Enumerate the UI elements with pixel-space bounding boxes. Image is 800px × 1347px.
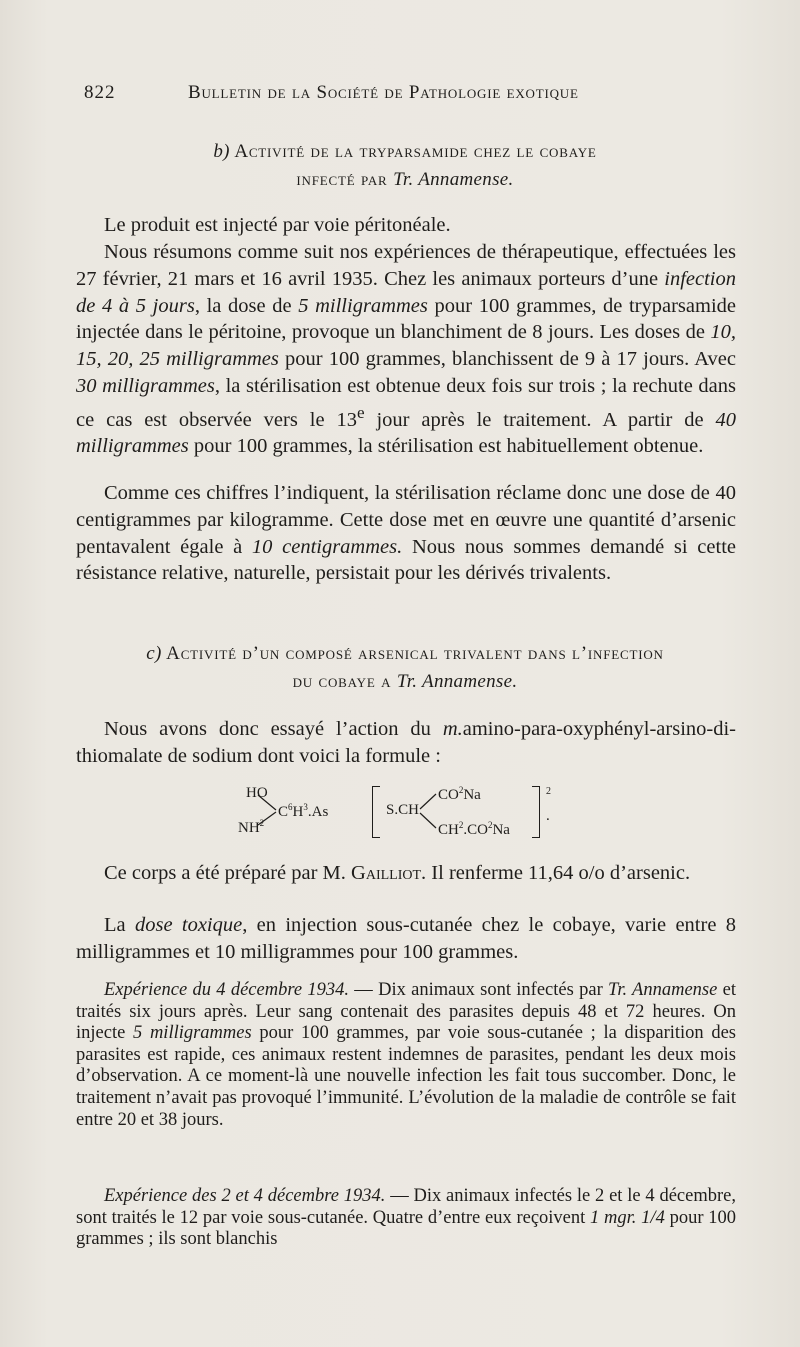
experiment-2-title: Expérience des 2 et 4 décembre 1934. xyxy=(104,1186,386,1206)
section-b-line1: b) Activité de la tryparsamide chez le cobaye xyxy=(213,141,597,162)
species-name: Tr. Annamense. xyxy=(393,169,514,190)
paragraph-c3: La dose toxique, en injection sous-cutanée chez le cobaye, varie entre 8 milligrammes et 10 milligrammes pour 100 grammes. xyxy=(76,914,737,963)
section-b-label: b) xyxy=(213,141,230,162)
paragraph-b1: Le produit est injecté par voie péritonéale. xyxy=(104,214,451,236)
section-c-heading xyxy=(80,640,730,696)
experiment-1: Expérience du 4 décembre 1934. — Dix animaux sont infectés par Tr. Annamense et traités six jours après. Leur sang contenait des parasites depuis 48 et 72 heures. On injecte 5 milligrammes pour 100 grammes, par voie sous-cutanée ; la disparition des parasites est rapide, ces animaux restent indemnes de parasites, pendant les deux mois d’observation. A ce moment-là une nouvelle infection les fait tous succomber. Donc, le traitement n’avait pas provoqué l’immunité. L’évolution de la maladie de contrôle se fait entre 20 et 38 jours. xyxy=(76,980,737,1130)
section-c-line1: c) Activité d’un composé arsenical trivalent dans l’infection xyxy=(146,643,664,664)
paragraph-c2: Ce corps a été préparé par M. Gailliot. Il renferme 11,64 o/o d’arsenic. xyxy=(104,862,691,884)
formula-ring: $C^6H^3.As$ xyxy=(278,802,329,820)
formula-nh2: $NH^2$ xyxy=(238,818,265,836)
formula-co2na: $CO^2Na$ xyxy=(438,785,481,803)
author-name: Gailliot xyxy=(351,862,422,884)
formula-sch: S.CH xyxy=(386,802,419,818)
paragraph-c1: Nous avons donc essayé l’action du m.amino-para-oxyphényl-arsino-di-thiomalate de sodium dont voici la formule : xyxy=(76,718,736,767)
bracket-exponent: 2 xyxy=(546,786,551,797)
experiment-2: Expérience des 2 et 4 décembre 1934. — Dix animaux infectés le 2 et le 4 décembre, sont traités le 12 par voie sous-cutanée. Quatre d’entre eux reçoivent 1 mgr. 1/4 pour 100 grammes ; ils sont blanchis xyxy=(76,1186,736,1250)
experiment-1-title: Expérience du 4 décembre 1934. xyxy=(104,980,349,1000)
formula-ch2-co2na: $CH^2.CO^2Na$ xyxy=(438,820,510,838)
species-name: Tr. Annamense. xyxy=(396,671,518,692)
paragraph-b3: Comme ces chiffres l’indiquent, la stérilisation réclame donc une dose de 40 centigrammes par kilogramme. Cette dose met en œuvre une quantité d’arsenic pentavalent égale à 10 centigrammes. Nous nous sommes demandé si cette résistance relative, naturelle, persistait pour les dérivés trivalents. xyxy=(76,482,736,585)
running-header xyxy=(84,82,724,112)
formula-ho: HO xyxy=(246,785,268,801)
section-c-line2: du cobaye a Tr. Annamense. xyxy=(292,671,518,692)
page-number: 822 xyxy=(84,82,116,103)
paragraph-b2: Nous résumons comme suit nos expériences de thérapeutique, effectuées les 27 février, 21 mars et 16 avril 1935. Chez les animaux porteurs d’une infection de 4 à 5 jours, la dose de 5 milligrammes pour 100 grammes, de tryparsamide injectée dans le péritoine, provoque un blanchiment de 8 jours. Les doses de 10, 15, 20, 25 milligrammes pour 100 grammes, blanchissent de 9 à 17 jours. Avec 30 milligrammes, la stérilisation est obtenue deux fois sur trois ; la rechute dans ce cas est observée vers le 13e jour après le traitement. A partir de 40 milligrammes pour 100 grammes, la stérilisation est habituellement obtenue. xyxy=(76,241,737,458)
section-c-label: c) xyxy=(146,643,162,664)
right-bracket xyxy=(532,786,540,838)
chemical-formula xyxy=(232,782,592,846)
formula-dot: . xyxy=(546,808,550,824)
section-b-heading xyxy=(80,138,730,194)
section-b-line2: infecté par Tr. Annamense. xyxy=(296,169,514,190)
journal-title: Bulletin de la Société de Pathologie exotique xyxy=(188,82,579,103)
